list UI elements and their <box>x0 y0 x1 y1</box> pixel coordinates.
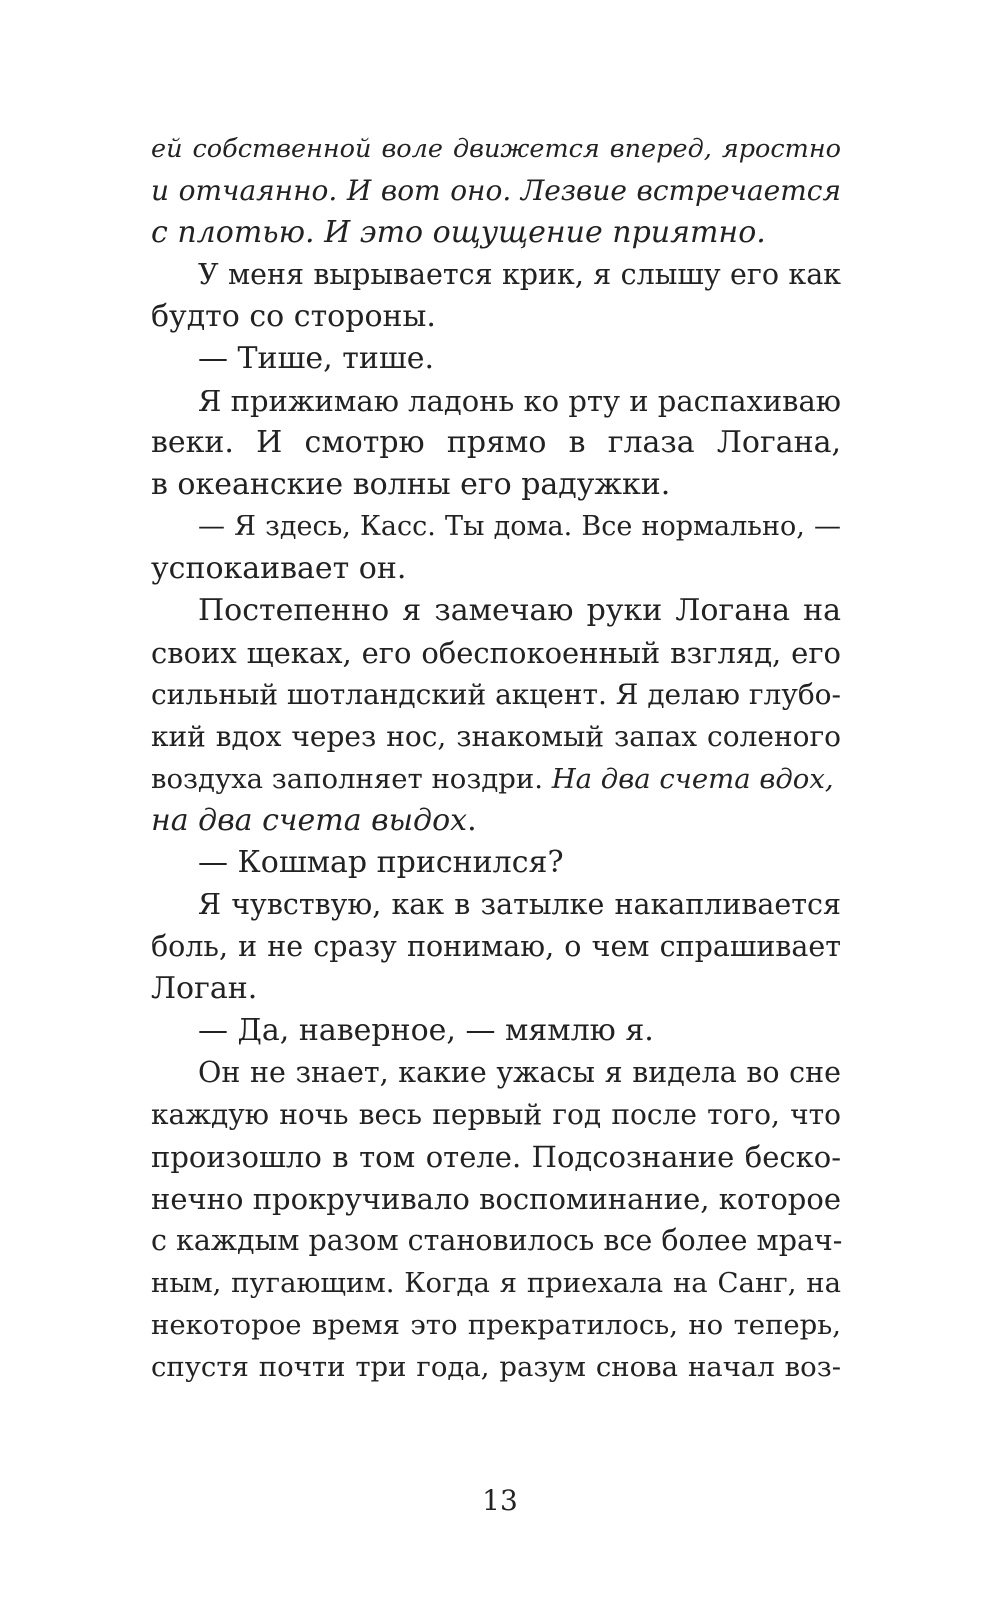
text-line: — Я здесь, Касс. Ты дома. Все нормально, — <box>198 511 841 542</box>
text-line: каждую ночь весь первый год после того, что <box>151 1098 841 1131</box>
text-line: нечно прокручивало воспоминание, которое <box>151 1182 841 1216</box>
text-line: спустя почти три года, разум снова начал воз- <box>151 1351 841 1383</box>
text-line: Он не знает, какие ужасы я видела во сне <box>198 1056 841 1089</box>
text-line: Постепенно я замечаю руки Логана на <box>198 593 841 628</box>
text-line-mixed <box>151 800 841 842</box>
text-line: с каждым разом становилось все более мрач- <box>151 1224 843 1257</box>
text-line: своих щеках, его обеспокоенный взгляд, его <box>151 636 841 670</box>
text-line: ей собственной воле движется вперед, яростно <box>151 134 841 164</box>
text-line: произошло в том отеле. Подсознание беско- <box>151 1140 841 1174</box>
text-line: веки. И смотрю прямо в глаза Логана, <box>151 425 841 460</box>
text-line: — Кошмар приснился? <box>198 845 564 880</box>
text-line: с плотью. И это ощущение приятно. <box>151 215 766 250</box>
page-text <box>151 128 841 1388</box>
page-number: 13 <box>482 1484 518 1517</box>
text-line: — Да, наверное, — мямлю я. <box>198 1013 654 1048</box>
text-line: успокаивает он. <box>151 551 407 586</box>
text-segment: . <box>467 803 477 838</box>
text-line: — Тише, тише. <box>198 341 435 376</box>
text-line: Я чувствую, как в затылке накапливается <box>198 888 841 921</box>
text-line: Я прижимаю ладонь ко рту и распахиваю <box>198 384 842 418</box>
text-line: сильный шотландский акцент. Я делаю глубо- <box>151 678 841 711</box>
text-line-mixed <box>151 758 841 800</box>
text-line: У меня вырывается крик, я слышу его как <box>198 258 841 291</box>
text-line: боль, и не сразу понимаю, о чем спрашивает <box>151 930 841 963</box>
text-line: Логан. <box>151 971 258 1006</box>
text-line: некоторое время это прекратилось, но теперь, <box>151 1309 841 1341</box>
text-line: и отчаянно. И вот оно. Лезвие встречается <box>151 174 841 207</box>
text-line: будто со стороны. <box>151 299 436 334</box>
text-segment: воздуха заполняет ноздри. <box>151 763 552 795</box>
text-line: кий вдох через нос, знакомый запах соленого <box>151 720 841 753</box>
text-segment-italic: На два счета вдох, <box>551 763 834 795</box>
text-line: ным, пугающим. Когда я приехала на Санг, на <box>151 1267 841 1299</box>
text-line: в океанские волны его радужки. <box>151 467 671 502</box>
text-segment-italic: на два счета выдох <box>151 803 468 838</box>
